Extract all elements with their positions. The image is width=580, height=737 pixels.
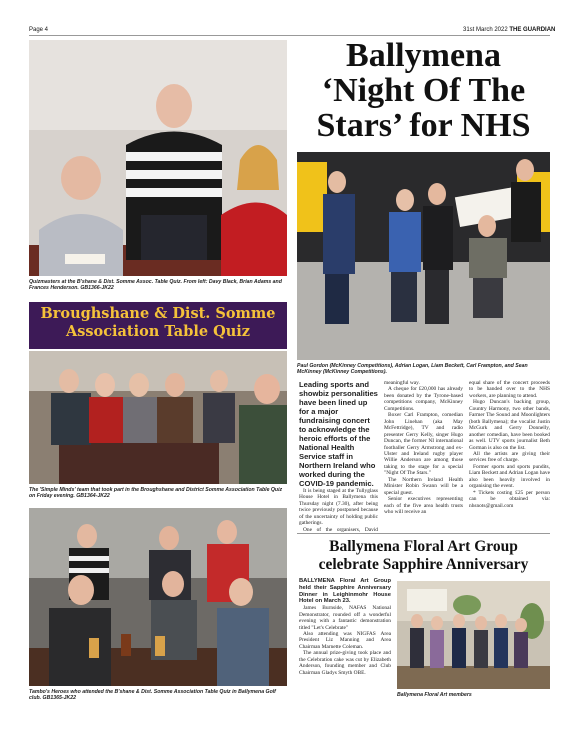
floral-paragraph: James Burnside, NAFAS National Demonstrator, rounded off a wonderful evening with a fantastic demonstration titled "Let's Celebrate" xyxy=(299,605,391,631)
floral-lead-paragraph: BALLYMENA Floral Art Group held their Sapphire Anniversary Dinner in Leighinmohr House Hotel on March 23. xyxy=(299,578,391,605)
floral-headline-line1: Ballymena Floral Art Group xyxy=(329,538,518,555)
nhs-paragraph: A cheque for £20,000 has already been donated by the Tyrone-based competitions company, McKinney Competitions. xyxy=(384,386,463,412)
quiz-banner xyxy=(29,302,287,349)
nhs-paragraph: It is being staged at the Tullyglass House Hotel in Ballymena this Thursday night (7.30), after being twice previously postponed because of the uncertainty of holding public gatherings. xyxy=(299,488,378,527)
page-number: Page 4 xyxy=(29,27,49,33)
nhs-headline xyxy=(297,38,550,143)
floral-paragraph: Also attending was NIGFAS Area President Liz Manning and Area Chairman Marnette Coleman. xyxy=(299,631,391,650)
nhs-paragraph: Boxer Carl Frampton, comedian John Linehan (aka May McFettridge), TV and radio presenter Gerry Kelly, singer Hugo Duncan, the former NI international footballer Gerry Armstrong and ex-Ulster and Ireland rugby player Willie Anderson are among those taking to the stage for a special "Night Of The Stars." xyxy=(384,412,463,477)
nhs-headline-line2: ‘Night Of The xyxy=(321,72,526,109)
nhs-column-1 xyxy=(299,380,378,532)
floral-paragraph: The annual prize-giving took place and the Celebration cake was cut by Elizabeth Anderson, founding member and Club Chairman Gladys Smyth OBE. xyxy=(299,650,391,676)
tambos-heroes-photo xyxy=(29,508,287,686)
nhs-paragraph: Former sports and sports pundits, Liam Beckett and Adrian Logan have also been heavily involved in organising the event. xyxy=(469,463,550,490)
nhs-column-2 xyxy=(384,380,463,532)
nhs-paragraph: One of the organisers, David xyxy=(303,526,378,532)
nhs-lead-paragraph: Leading sports and showbiz personalities have been lined up for a major fundraising concert to acknowledge the heroic efforts of the National Health Service staff in Northern Ireland who worked during the COVID-19 pandemic. xyxy=(299,380,378,488)
nhs-headline-line3: Stars’ for NHS xyxy=(316,107,531,144)
header-divider xyxy=(29,35,550,36)
quiz-banner-line1: Broughshane & Dist. Somme xyxy=(40,305,276,322)
nhs-column-3 xyxy=(469,380,550,532)
tambos-heroes-caption: Tambo's Heroes who attended the B'shane & Dist. Somme Association Table Quiz in Ballymena Golf club. GB1365-JK22 xyxy=(29,689,276,702)
floral-art-photo xyxy=(397,581,550,689)
nhs-paragraph: * Tickets costing £25 per person can be obtained via: nhsnots@gmail.com xyxy=(469,489,550,509)
quizmasters-photo xyxy=(29,40,287,276)
quiz-banner-line2: Association Table Quiz xyxy=(65,323,251,340)
date-text: 31st March 2022 xyxy=(463,27,508,33)
nhs-paragraph: All the artists are giving their services free of charge. xyxy=(469,450,550,464)
article-divider xyxy=(297,533,550,534)
floral-headline xyxy=(297,538,550,574)
issue-date xyxy=(463,27,555,33)
paper-name: THE GUARDIAN xyxy=(509,27,556,33)
nhs-paragraph: Senior executives representing each of the five area health trusts who will receive an xyxy=(384,496,463,516)
nhs-paragraph: equal share of the concert proceeds to be handed over to the NHS workers, are planning to attend. xyxy=(469,380,550,399)
nhs-paragraph: Hugo Duncan's backing group, Country Harmony, two other bands, Farmer The Sound and Moonlighters (both Ballymena); the vocalist Justin McGurk and Gerry Donnelly, another comedian, have been booked as well. UTV sports journalist Beth Gorman is also on the list. xyxy=(469,399,550,451)
nhs-paragraph: meaningful way. xyxy=(384,380,420,386)
floral-column xyxy=(299,578,391,708)
night-of-stars-photo xyxy=(297,152,550,360)
simple-minds-caption: The 'Simple Minds' team that took part in the Broughshane and District Somme Association Table Quiz on Friday evening. GB1364-JK22 xyxy=(29,487,283,500)
simple-minds-photo xyxy=(29,351,287,484)
nhs-paragraph: The Northern Ireland Health Minister Robin Swann will be a special guest. xyxy=(384,476,463,496)
floral-headline-line2: celebrate Sapphire Anniversary xyxy=(318,556,529,573)
floral-art-caption: Ballymena Floral Art members xyxy=(397,692,472,698)
night-of-stars-caption: Paul Gordon (McKinney Competitions), Adrian Logan, Liam Beckett, Carl Frampton, and Sean McKinney (McKinney Competitions). xyxy=(297,363,528,376)
nhs-headline-line1: Ballymena xyxy=(346,37,501,74)
quizmasters-caption: Quizmasters at the B'shane & Dist. Somme Assoc. Table Quiz. From left: Davy Black, Brian Adams and Frances Henderson. GB1366-JK22 xyxy=(29,279,282,292)
